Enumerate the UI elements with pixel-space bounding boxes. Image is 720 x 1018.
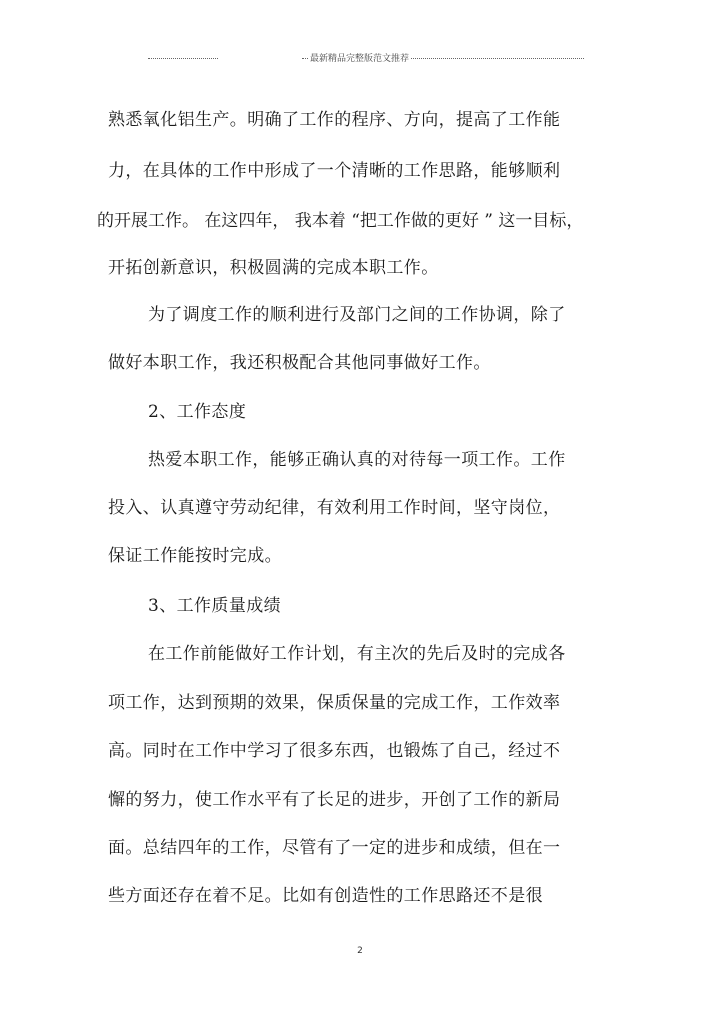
section-heading: 3、工作质量成绩 <box>148 596 282 616</box>
header-dotted-rule-right <box>411 58 584 59</box>
section-heading: 2、工作态度 <box>148 402 247 422</box>
body-line: 做好本职工作，我还积极配合其他同事做好工作。 <box>108 353 491 373</box>
body-line: 的开展工作。 在这四年， 我本着 “把工作做的更好 ” 这一目标， <box>97 211 584 231</box>
body-line: 些方面还存在着不足。比如有创造性的工作思路还不是很 <box>108 886 543 906</box>
body-line: 保证工作能按时完成。 <box>108 546 282 566</box>
body-line: 投入、认真遵守劳动纪律，有效利用工作时间，坚守岗位， <box>108 498 561 518</box>
page-number: 2 <box>357 946 363 956</box>
body-line: 面。总结四年的工作，尽管有了一定的进步和成绩，但在一 <box>108 838 561 858</box>
header-dotted-rule-mid <box>302 58 308 59</box>
header-title: 最新精品完整版范文推荐 <box>310 53 410 64</box>
body-line: 为了调度工作的顺利进行及部门之间的工作协调，除了 <box>148 305 566 325</box>
page-header <box>148 50 584 64</box>
body-line: 热爱本职工作，能够正确认真的对待每一项工作。工作 <box>148 450 566 470</box>
body-line: 项工作，达到预期的效果，保质保量的完成工作，工作效率 <box>108 693 561 713</box>
body-line: 力，在具体的工作中形成了一个清晰的工作思路，能够顺利 <box>108 161 561 181</box>
body-line: 熟悉氧化铝生产。明确了工作的程序、方向，提高了工作能 <box>108 110 561 130</box>
body-line: 在工作前能做好工作计划，有主次的先后及时的完成各 <box>148 644 566 664</box>
body-line: 懈的努力，使工作水平有了长足的进步，开创了工作的新局 <box>108 790 561 810</box>
body-line: 高。同时在工作中学习了很多东西，也锻炼了自己，经过不 <box>108 741 561 761</box>
body-line: 开拓创新意识，积极圆满的完成本职工作。 <box>108 258 439 278</box>
header-dotted-rule-left <box>148 58 218 59</box>
